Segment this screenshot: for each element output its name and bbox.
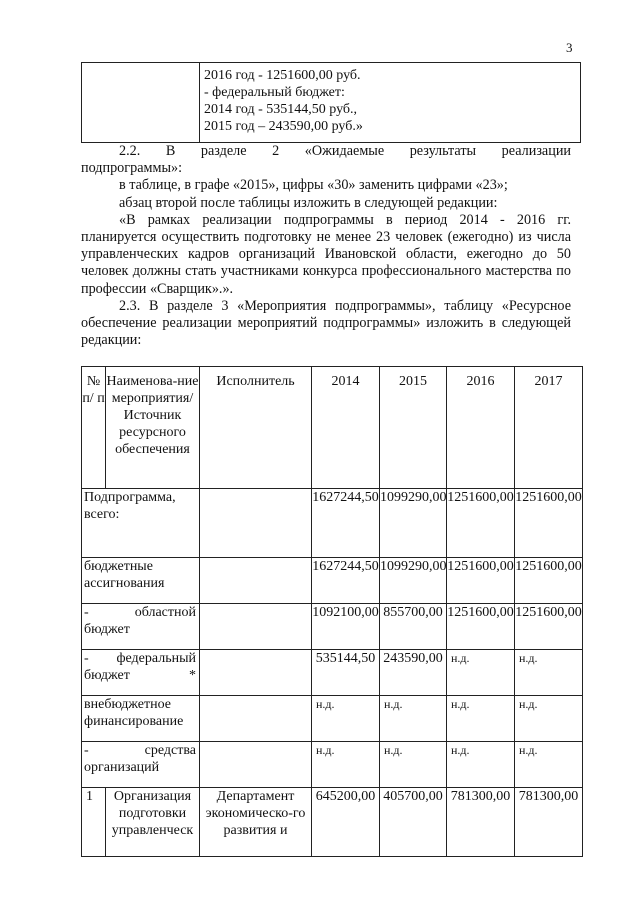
value-2017: н.д. — [515, 742, 583, 788]
activity-num: 1 — [82, 788, 106, 857]
table-row — [82, 489, 583, 558]
row-executor — [200, 558, 312, 604]
value-2016: 781300,00 — [447, 788, 515, 857]
value-2017: н.д. — [515, 650, 583, 696]
value-2014: н.д. — [312, 742, 380, 788]
value-2014: н.д. — [312, 696, 380, 742]
row-name: - федеральный бюджет * — [82, 650, 200, 696]
row-executor — [200, 696, 312, 742]
value-2015: н.д. — [380, 742, 447, 788]
header-name: Наименова-ние мероприятия/ Источник ресурсного обеспечения — [106, 367, 200, 489]
value-2016: 1251600,00 — [447, 604, 515, 650]
row-name: внебюджетное финансирование — [82, 696, 200, 742]
header-2017: 2017 — [515, 367, 583, 489]
header-2014: 2014 — [312, 367, 380, 489]
continuation-table — [81, 62, 581, 143]
row-executor — [200, 742, 312, 788]
row-executor — [200, 604, 312, 650]
value-2015: 1099290,00 — [380, 489, 447, 558]
paragraph-abzac: абзац второй после таблицы изложить в следующей редакции: — [119, 194, 498, 211]
value-2015: 243590,00 — [380, 650, 447, 696]
value-2014: 645200,00 — [312, 788, 380, 857]
activity-row — [82, 788, 583, 857]
value-2016: 1251600,00 — [447, 489, 515, 558]
continuation-line: 2015 год – 243590,00 руб.» — [204, 119, 363, 134]
value-2015: н.д. — [380, 696, 447, 742]
value-2015: 855700,00 — [380, 604, 447, 650]
value-2017: 1251600,00 — [515, 604, 583, 650]
value-2014: 1627244,50 — [312, 558, 380, 604]
value-2014: 535144,50 — [312, 650, 380, 696]
page-number: 3 — [566, 40, 573, 55]
continuation-line: - федеральный бюджет: — [204, 85, 345, 100]
value-2017: н.д. — [515, 696, 583, 742]
continuation-left-cell — [82, 63, 200, 143]
row-executor — [200, 489, 312, 558]
paragraph-2-2-line2: подпрограммы»: — [81, 160, 183, 177]
paragraph-quote: «В рамках реализации подпрограммы в период 2014 - 2016 гг. планируется осуществить подготовку не менее 23 человек (ежегодно) из числа управленческих кадров организаций Ивановской области, ежегодно до 50 человек должны стать участниками конкурса профессионального мастерства по профессии «Сварщик».». — [81, 211, 571, 297]
value-2015: 1099290,00 — [380, 558, 447, 604]
activity-executor: Департамент экономическо-го развития и — [200, 788, 312, 857]
value-2016: 1251600,00 — [447, 558, 515, 604]
table-header-row — [82, 367, 583, 489]
table-row — [82, 650, 583, 696]
row-name: Подпрограмма, всего: — [82, 489, 200, 558]
header-executor: Исполнитель — [200, 367, 312, 489]
value-2014: 1092100,00 — [312, 604, 380, 650]
resource-table — [81, 366, 583, 857]
value-2016: н.д. — [447, 742, 515, 788]
header-num: № п/ п — [82, 367, 106, 489]
paragraph-2-3: 2.3. В разделе 3 «Мероприятия подпрограммы», таблицу «Ресурсное обеспечение реализации мероприятий подпрограммы» изложить в следующей редакции: — [81, 297, 571, 349]
continuation-line: 2016 год - 1251600,00 руб. — [204, 68, 361, 83]
continuation-line: 2014 год - 535144,50 руб., — [204, 102, 358, 117]
value-2017: 1251600,00 — [515, 489, 583, 558]
value-2017: 1251600,00 — [515, 558, 583, 604]
table-row — [82, 742, 583, 788]
table-row — [82, 604, 583, 650]
header-2015: 2015 — [380, 367, 447, 489]
value-2016: н.д. — [447, 650, 515, 696]
row-name: - средства организаций — [82, 742, 200, 788]
value-2016: н.д. — [447, 696, 515, 742]
row-name: бюджетные ассигнования — [82, 558, 200, 604]
row-executor — [200, 650, 312, 696]
paragraph-table-change: в таблице, в графе «2015», цифры «30» заменить цифрами «23»; — [119, 177, 508, 194]
value-2017: 781300,00 — [515, 788, 583, 857]
value-2014: 1627244,50 — [312, 489, 380, 558]
paragraph-2-2-line1: 2.2. В разделе 2 «Ожидаемые результаты реализации — [119, 143, 571, 159]
table-row — [82, 696, 583, 742]
activity-name: Организация подготовки управленческ — [106, 788, 200, 857]
continuation-right-cell — [200, 63, 581, 143]
value-2015: 405700,00 — [380, 788, 447, 857]
row-name: - областной бюджет — [82, 604, 200, 650]
document-body — [81, 143, 571, 349]
table-row — [82, 558, 583, 604]
header-2016: 2016 — [447, 367, 515, 489]
